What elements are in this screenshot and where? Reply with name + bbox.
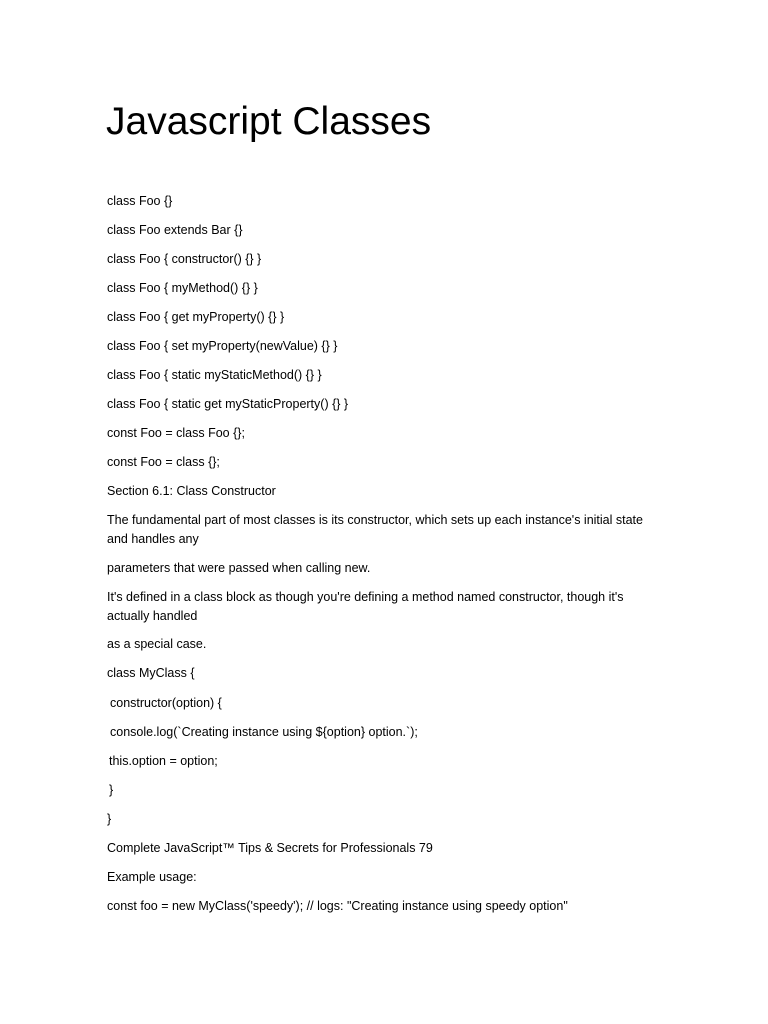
example-heading: Example usage: [107, 870, 197, 884]
code-line-class-foo: class Foo {} [107, 194, 173, 208]
code-line-method: class Foo { myMethod() {} } [107, 281, 258, 295]
paragraph-parameters: parameters that were passed when calling new. [107, 561, 371, 575]
page-title: Javascript Classes [106, 100, 432, 143]
code-line-static-getter: class Foo { static get myStaticProperty() {} } [107, 397, 349, 411]
section-heading: Section 6.1: Class Constructor [107, 484, 276, 498]
code-line-setter: class Foo { set myProperty(newValue) {} } [107, 339, 338, 353]
paragraph-special-case-end: as a special case. [107, 637, 207, 651]
page-footer: Complete JavaScript™ Tips & Secrets for Professionals 79 [107, 841, 433, 855]
code-line-example-usage: const foo = new MyClass('speedy'); // logs: "Creating instance using speedy option" [107, 899, 568, 913]
code-line-named-expression: const Foo = class Foo {}; [107, 426, 245, 440]
code-line-constructor-open: constructor(option) { [110, 696, 222, 710]
paragraph-special-case: It's defined in a class block as though you're defining a method named constructor, though it's actually handled [107, 590, 624, 623]
code-line-static-method: class Foo { static myStaticMethod() {} } [107, 368, 322, 382]
code-line-myclass-open: class MyClass { [107, 666, 195, 680]
code-line-anonymous-expression: const Foo = class {}; [107, 455, 220, 469]
code-line-constructor-close: } [109, 783, 114, 797]
code-line-extends: class Foo extends Bar {} [107, 223, 243, 237]
code-line-myclass-close: } [107, 812, 112, 826]
paragraph-constructor-intro: The fundamental part of most classes is its constructor, which sets up each instance's initial state and handles any [107, 513, 643, 546]
code-line-getter: class Foo { get myProperty() {} } [107, 310, 285, 324]
code-line-constructor: class Foo { constructor() {} } [107, 252, 262, 266]
code-line-console-log: console.log(`Creating instance using ${option} option.`); [110, 725, 418, 739]
code-line-this-option: this.option = option; [109, 754, 218, 768]
